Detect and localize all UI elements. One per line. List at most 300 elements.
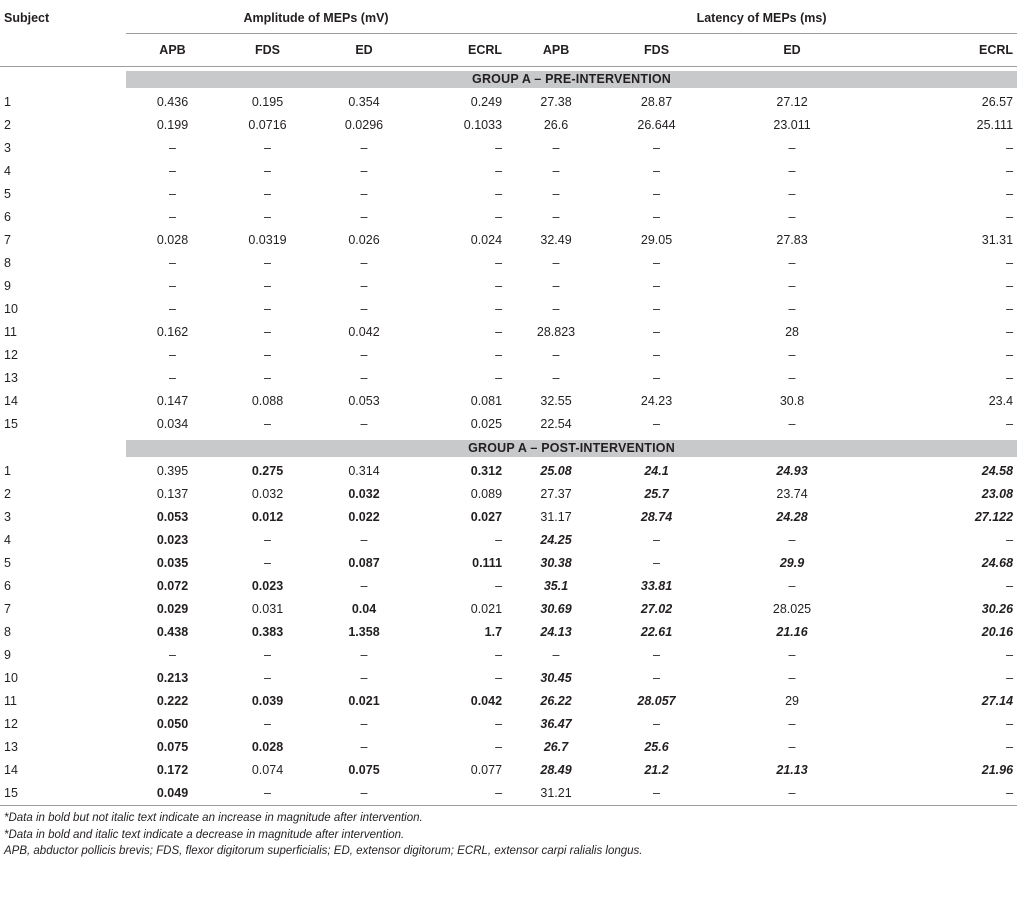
- value-cell: –: [264, 210, 271, 224]
- table-row: [0, 483, 1017, 506]
- value-cell: 0.021: [470, 602, 503, 616]
- band-spacer: [0, 436, 126, 460]
- muscle-header: APB: [542, 42, 570, 57]
- value-cell: –: [360, 302, 368, 316]
- value-cell: –: [788, 533, 796, 547]
- value-cell: 0.042: [470, 694, 503, 708]
- value-cell: 24.23: [640, 394, 673, 408]
- table-row: [0, 91, 1017, 114]
- value-cell: 0.354: [348, 95, 380, 109]
- value-cell: 0.438: [156, 625, 189, 639]
- value-cell: 1.358: [348, 625, 380, 639]
- value-cell: 0.314: [348, 464, 380, 478]
- section-title: GROUP A – POST-INTERVENTION: [126, 440, 1017, 457]
- value-cell: –: [264, 325, 271, 339]
- value-cell: 0.195: [251, 95, 284, 109]
- value-cell: –: [360, 579, 368, 593]
- table-row: [0, 621, 1017, 644]
- value-cell: 0.039: [251, 694, 284, 708]
- table-row: [0, 298, 1017, 321]
- subject-cell: 4: [4, 164, 11, 178]
- subject-cell: 12: [4, 348, 18, 362]
- value-cell: –: [788, 740, 796, 754]
- table-row: [0, 367, 1017, 390]
- subject-cell: 5: [4, 556, 11, 570]
- section-band-cell: [126, 436, 1017, 460]
- value-cell: –: [264, 556, 271, 570]
- value-cell: 0.029: [156, 602, 189, 616]
- value-cell: 0.04: [351, 602, 377, 616]
- value-cell: –: [653, 533, 660, 547]
- table-row: [0, 160, 1017, 183]
- value-cell: –: [788, 279, 796, 293]
- value-cell: 28.87: [640, 95, 673, 109]
- table-footnotes: [0, 806, 1017, 860]
- table-body: [0, 67, 1017, 806]
- value-cell: –: [788, 671, 796, 685]
- value-cell: –: [1006, 256, 1014, 270]
- value-cell: –: [360, 279, 368, 293]
- value-cell: 26.6: [543, 118, 569, 132]
- value-cell: 29: [785, 694, 799, 708]
- value-cell: –: [653, 417, 660, 431]
- value-cell: –: [1006, 417, 1014, 431]
- value-cell: –: [1006, 579, 1014, 593]
- value-cell: 0.049: [156, 786, 189, 800]
- value-cell: 27.12: [776, 95, 808, 109]
- value-cell: –: [1006, 325, 1014, 339]
- value-cell: –: [1006, 164, 1014, 178]
- value-cell: 24.58: [981, 464, 1014, 478]
- value-cell: 0.147: [156, 394, 189, 408]
- value-cell: 0.042: [348, 325, 380, 339]
- value-cell: –: [552, 210, 560, 224]
- value-cell: 27.38: [540, 95, 572, 109]
- subject-cell: 3: [4, 141, 11, 155]
- value-cell: 35.1: [543, 579, 569, 593]
- value-cell: 23.011: [773, 118, 811, 132]
- table-row: [0, 344, 1017, 367]
- footnote: *Data in bold and italic text indicate a decrease in magnitude after intervention.: [4, 828, 405, 841]
- table-row: [0, 782, 1017, 806]
- value-cell: –: [360, 648, 368, 662]
- footnote: APB, abductor pollicis brevis; FDS, flexor digitorum superficialis; ED, extensor digitorum; ECRL, extensor carpi ralialis longus.: [4, 845, 643, 857]
- value-cell: –: [264, 417, 271, 431]
- footnote: *Data in bold but not italic text indicate an increase in magnitude after intervention.: [4, 812, 423, 824]
- value-cell: 25.111: [976, 118, 1014, 132]
- subject-cell: 14: [4, 763, 18, 777]
- value-cell: –: [169, 164, 176, 178]
- value-cell: 0.436: [156, 95, 189, 109]
- table-row: [0, 552, 1017, 575]
- value-cell: 0.021: [348, 694, 380, 708]
- subject-header: Subject: [4, 11, 50, 25]
- value-cell: 0.012: [251, 510, 284, 524]
- value-cell: 0.199: [156, 118, 189, 132]
- subject-cell: 12: [4, 717, 18, 731]
- value-cell: –: [264, 786, 271, 800]
- value-cell: –: [495, 579, 503, 593]
- table-row: [0, 321, 1017, 344]
- subject-cell: 6: [4, 210, 11, 224]
- value-cell: –: [788, 141, 796, 155]
- value-cell: 23.08: [981, 487, 1014, 501]
- value-cell: 24.1: [644, 464, 669, 478]
- value-cell: 32.49: [540, 233, 572, 247]
- value-cell: 24.28: [776, 510, 808, 524]
- value-cell: 0.312: [470, 464, 503, 478]
- subject-cell: 3: [4, 510, 11, 524]
- value-cell: 31.31: [981, 233, 1014, 247]
- value-cell: –: [264, 256, 271, 270]
- value-cell: –: [788, 579, 796, 593]
- value-cell: 28.057: [637, 694, 676, 708]
- subject-cell: 7: [4, 233, 11, 247]
- subject-cell: 1: [4, 95, 11, 109]
- subject-cell: 14: [4, 394, 18, 408]
- value-cell: –: [264, 302, 271, 316]
- value-cell: –: [653, 279, 660, 293]
- subject-cell: 11: [4, 694, 17, 708]
- value-cell: 0.035: [156, 556, 189, 570]
- value-cell: –: [495, 533, 503, 547]
- band-spacer: [0, 67, 126, 92]
- value-cell: 27.14: [981, 694, 1014, 708]
- muscle-header: APB: [159, 42, 186, 57]
- value-cell: –: [653, 210, 660, 224]
- value-cell: –: [495, 141, 503, 155]
- value-cell: 21.16: [776, 625, 808, 639]
- value-cell: –: [360, 164, 368, 178]
- amplitude-group-header: Amplitude of MEPs (mV): [126, 0, 506, 34]
- value-cell: 24.93: [776, 464, 808, 478]
- value-cell: –: [360, 348, 368, 362]
- section-band: [0, 436, 1017, 460]
- value-cell: 21.96: [981, 763, 1014, 777]
- value-cell: 0.222: [156, 694, 189, 708]
- value-cell: 1.7: [484, 625, 503, 639]
- value-cell: –: [360, 417, 368, 431]
- value-cell: –: [169, 141, 176, 155]
- value-cell: –: [495, 302, 503, 316]
- section-title: GROUP A – PRE-INTERVENTION: [126, 71, 1017, 88]
- value-cell: –: [264, 164, 271, 178]
- value-cell: 26.644: [637, 118, 676, 132]
- value-cell: 0.383: [251, 625, 284, 639]
- value-cell: –: [788, 371, 796, 385]
- subject-cell: 8: [4, 256, 11, 270]
- value-cell: 0.075: [156, 740, 189, 754]
- value-cell: –: [788, 210, 796, 224]
- value-cell: –: [495, 279, 503, 293]
- value-cell: 24.25: [540, 533, 572, 547]
- value-cell: 0.172: [156, 763, 189, 777]
- value-cell: 27.122: [974, 510, 1014, 524]
- muscle-header: FDS: [644, 42, 670, 57]
- value-cell: –: [264, 533, 271, 547]
- value-cell: 21.13: [776, 763, 808, 777]
- value-cell: –: [360, 256, 368, 270]
- value-cell: –: [788, 786, 796, 800]
- table-row: [0, 137, 1017, 160]
- value-cell: 27.37: [540, 487, 572, 501]
- value-cell: –: [788, 302, 796, 316]
- subject-cell: 10: [4, 302, 18, 316]
- value-cell: 24.13: [540, 625, 572, 639]
- value-cell: 0.111: [472, 556, 503, 570]
- subject-cell: 13: [4, 371, 18, 385]
- value-cell: –: [360, 740, 368, 754]
- value-cell: 22.61: [640, 625, 673, 639]
- value-cell: –: [788, 717, 796, 731]
- subject-cell: 4: [4, 533, 11, 547]
- table-row: [0, 667, 1017, 690]
- value-cell: –: [360, 210, 368, 224]
- value-cell: 25.08: [540, 464, 572, 478]
- value-cell: 0.026: [348, 233, 380, 247]
- value-cell: –: [360, 671, 368, 685]
- table-row: [0, 275, 1017, 298]
- value-cell: –: [1006, 671, 1014, 685]
- value-cell: 0.213: [156, 671, 189, 685]
- table-row: [0, 506, 1017, 529]
- value-cell: –: [264, 348, 271, 362]
- value-cell: 0.0319: [248, 233, 287, 247]
- muscle-header-row: [0, 34, 1017, 67]
- value-cell: –: [552, 164, 560, 178]
- value-cell: 30.26: [981, 602, 1014, 616]
- table-row: [0, 183, 1017, 206]
- value-cell: 0.024: [470, 233, 503, 247]
- value-cell: 28.025: [772, 602, 812, 616]
- value-cell: –: [495, 187, 503, 201]
- value-cell: –: [1006, 187, 1014, 201]
- value-cell: –: [1006, 717, 1014, 731]
- value-cell: 0.074: [251, 763, 284, 777]
- value-cell: 0.075: [348, 763, 380, 777]
- latency-group-header: Latency of MEPs (ms): [506, 0, 1017, 34]
- table-row: [0, 690, 1017, 713]
- value-cell: 0.087: [348, 556, 380, 570]
- table-row: [0, 114, 1017, 137]
- value-cell: 26.57: [981, 95, 1014, 109]
- value-cell: 28.49: [540, 763, 572, 777]
- value-cell: –: [1006, 740, 1014, 754]
- value-cell: –: [788, 164, 796, 178]
- value-cell: –: [653, 141, 660, 155]
- value-cell: –: [1006, 786, 1014, 800]
- value-cell: –: [169, 348, 176, 362]
- value-cell: 0.081: [470, 394, 503, 408]
- muscle-header: ED: [355, 42, 373, 57]
- table-row: [0, 413, 1017, 436]
- value-cell: 23.4: [988, 394, 1014, 408]
- value-cell: 0.028: [251, 740, 284, 754]
- value-cell: –: [552, 141, 560, 155]
- subject-cell: 7: [4, 602, 11, 616]
- value-cell: –: [360, 533, 368, 547]
- value-cell: –: [1006, 302, 1014, 316]
- value-cell: 24.68: [981, 556, 1014, 570]
- value-cell: –: [360, 717, 368, 731]
- value-cell: 25.6: [644, 740, 669, 754]
- subject-cell: 2: [4, 487, 11, 501]
- value-cell: –: [653, 348, 660, 362]
- section-band-cell: [126, 67, 1017, 92]
- value-cell: –: [1006, 210, 1014, 224]
- value-cell: –: [552, 371, 560, 385]
- value-cell: 21.2: [644, 763, 669, 777]
- table-row: [0, 529, 1017, 552]
- value-cell: –: [169, 371, 176, 385]
- value-cell: –: [653, 325, 660, 339]
- value-cell: 0.162: [156, 325, 189, 339]
- value-cell: 31.17: [540, 510, 572, 524]
- table-row: [0, 390, 1017, 413]
- value-cell: –: [264, 717, 271, 731]
- value-cell: –: [653, 717, 660, 731]
- subject-cell: 15: [4, 417, 18, 431]
- value-cell: –: [169, 210, 176, 224]
- value-cell: 27.83: [776, 233, 808, 247]
- value-cell: 0.032: [251, 487, 284, 501]
- value-cell: 0.088: [251, 394, 284, 408]
- section-band: [0, 67, 1017, 92]
- value-cell: 30.8: [779, 394, 805, 408]
- value-cell: 0.077: [470, 763, 503, 777]
- value-cell: 0.249: [470, 95, 503, 109]
- value-cell: 0.0296: [344, 118, 384, 132]
- value-cell: –: [264, 671, 271, 685]
- value-cell: –: [788, 348, 796, 362]
- value-cell: –: [495, 671, 503, 685]
- value-cell: 30.69: [540, 602, 572, 616]
- value-cell: 31.21: [540, 786, 572, 800]
- table-row: [0, 229, 1017, 252]
- value-cell: 0.025: [470, 417, 503, 431]
- value-cell: 0.034: [156, 417, 189, 431]
- value-cell: 0.023: [251, 579, 284, 593]
- value-cell: –: [495, 717, 503, 731]
- value-cell: –: [552, 348, 560, 362]
- value-cell: –: [495, 371, 503, 385]
- value-cell: –: [169, 302, 176, 316]
- value-cell: –: [360, 187, 368, 201]
- value-cell: –: [788, 256, 796, 270]
- value-cell: 23.74: [776, 487, 808, 501]
- value-cell: –: [1006, 141, 1014, 155]
- subject-cell: 5: [4, 187, 11, 201]
- value-cell: 26.22: [540, 694, 572, 708]
- value-cell: –: [653, 671, 660, 685]
- value-cell: –: [552, 302, 560, 316]
- subject-cell: 2: [4, 118, 11, 132]
- value-cell: –: [653, 302, 660, 316]
- value-cell: –: [1006, 533, 1014, 547]
- value-cell: 0.395: [156, 464, 189, 478]
- value-cell: –: [169, 279, 176, 293]
- subject-cell: 13: [4, 740, 18, 754]
- subject-cell: 10: [4, 671, 18, 685]
- value-cell: –: [360, 141, 368, 155]
- value-cell: –: [360, 786, 368, 800]
- value-cell: 32.55: [540, 394, 572, 408]
- value-cell: 27.02: [640, 602, 673, 616]
- table-row: [0, 713, 1017, 736]
- value-cell: –: [360, 371, 368, 385]
- value-cell: 29.05: [640, 233, 673, 247]
- subject-cell: 6: [4, 579, 11, 593]
- value-cell: –: [653, 648, 660, 662]
- value-cell: –: [495, 164, 503, 178]
- value-cell: –: [653, 187, 660, 201]
- value-cell: –: [653, 371, 660, 385]
- value-cell: –: [264, 648, 271, 662]
- muscle-header: ECRL: [979, 42, 1014, 57]
- value-cell: 0.032: [348, 487, 380, 501]
- value-cell: –: [264, 187, 271, 201]
- value-cell: –: [495, 325, 503, 339]
- value-cell: –: [495, 740, 503, 754]
- value-cell: 33.81: [640, 579, 673, 593]
- value-cell: 0.022: [348, 510, 380, 524]
- value-cell: –: [653, 256, 660, 270]
- value-cell: 22.54: [540, 417, 572, 431]
- value-cell: 30.38: [540, 556, 572, 570]
- value-cell: –: [653, 556, 660, 570]
- value-cell: –: [264, 371, 271, 385]
- value-cell: 0.089: [470, 487, 503, 501]
- value-cell: –: [495, 210, 503, 224]
- value-cell: –: [653, 786, 660, 800]
- value-cell: –: [264, 279, 271, 293]
- value-cell: 26.7: [543, 740, 569, 754]
- value-cell: –: [495, 786, 503, 800]
- value-cell: –: [653, 164, 660, 178]
- value-cell: 0.137: [156, 487, 189, 501]
- value-cell: 28.823: [536, 325, 576, 339]
- value-cell: 0.023: [156, 533, 189, 547]
- subject-cell: 8: [4, 625, 11, 639]
- muscle-header: ECRL: [468, 42, 503, 57]
- muscle-header: FDS: [255, 42, 280, 57]
- table-row: [0, 644, 1017, 667]
- subject-cell: 15: [4, 786, 18, 800]
- value-cell: 0.1033: [463, 118, 503, 132]
- value-cell: –: [495, 648, 503, 662]
- table-row: [0, 575, 1017, 598]
- value-cell: –: [169, 187, 176, 201]
- value-cell: 0.050: [156, 717, 189, 731]
- value-cell: –: [1006, 279, 1014, 293]
- value-cell: –: [788, 417, 796, 431]
- value-cell: –: [1006, 348, 1014, 362]
- value-cell: 25.7: [644, 487, 669, 501]
- value-cell: –: [1006, 371, 1014, 385]
- value-cell: 30.45: [540, 671, 572, 685]
- value-cell: –: [552, 279, 560, 293]
- value-cell: –: [552, 187, 560, 201]
- value-cell: –: [495, 256, 503, 270]
- subject-cell: 9: [4, 648, 11, 662]
- value-cell: 0.072: [156, 579, 189, 593]
- value-cell: 0.275: [251, 464, 284, 478]
- value-cell: 0.027: [470, 510, 503, 524]
- table-header: [0, 0, 1017, 67]
- value-cell: 36.47: [540, 717, 572, 731]
- value-cell: 0.028: [156, 233, 189, 247]
- value-cell: 0.031: [251, 602, 284, 616]
